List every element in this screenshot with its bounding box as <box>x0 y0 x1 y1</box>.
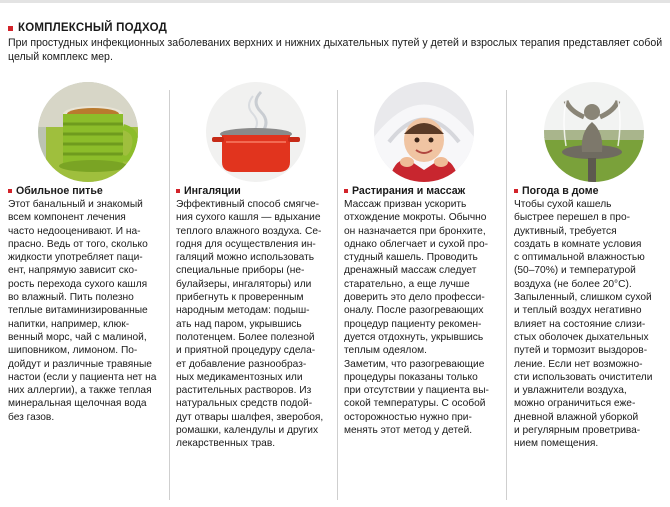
column-divider <box>337 90 338 500</box>
bullet-square-icon <box>514 189 518 193</box>
column-divider <box>506 90 507 500</box>
column-body: Эффективный способ смягче- ния сухого кашля — вдыхание теплого влажного воздуха. Се- годня для осуществления ин- галяций можно использовать специальные приборы (не- булайзеры, ингаляторы) или прибегнуть к проверенным народным методам: подыш- ать над паром, укрывшись полотенцем. Более полезной и приятной процедуру сдела- ет добавление разнообраз- ных медикаментозных или растительных растворов. Из натуральных средств подой- дут отвары шалфея, зверобоя, ромашки, календулы и других лекарственных трав. <box>176 199 324 450</box>
fountain-statue-photo <box>544 82 644 182</box>
column-body: Чтобы сухой кашель быстрее перешел в про- дуктивный, требуется создать в комнате условия с оптимальной влажностью (50–70%) и температурой воздуха (не более 20°С). Запыленный, слишком сухой и теплый воздух негативно влияет на состояние слизи- стых оболочек дыхательных путей и тормозит выздоров- ление. Если нет возможно- сти использовать очистители и увлажнители воздуха, можно ограничиться еже- дневной влажной уборкой и регулярным проветрива- нием помещения. <box>514 199 653 450</box>
column-heading <box>8 185 166 197</box>
column-heading-text: Растирания и массаж <box>352 185 466 197</box>
steaming-pot-photo <box>206 82 306 182</box>
column-body: Массаж призван ускорить отхождение мокроты. Обычно он назначается при бронхите, однако облегчает и сухой про- студный кашель. Проводить дренажный массаж следует старательно, а еще лучше доверить это дело професси- оналу. После разогревающих процедур пациенту рекомен- дуется отдохнуть, укрывшись теплым одеялом. Заметим, что разогревающие процедуры показаны только при отсутствии у пациента вы- сокой температуры. С особой осторожностью нужно при- менять этот метод у детей. <box>344 199 489 437</box>
column-drinking <box>8 82 166 424</box>
article-header <box>8 22 666 64</box>
top-rule <box>0 0 670 3</box>
column-divider <box>169 90 170 500</box>
column-heading <box>514 185 670 197</box>
column-heading <box>176 185 334 197</box>
tea-cup-photo <box>38 82 138 182</box>
column-body: Этот банальный и знакомый всем компонент лечения часто недооценивают. И на- прасно. Ведь от того, сколько жидкости употребляет паци- ент, напрямую зависит ско- рость перехода сухого кашля во влажный. Пить полезно теплые витаминизированные напитки, например, клюк- венный морс, чай с малиной, шиповником, лимоном. По- дойдут и различные травяные настои (если у пациента нет на них аллергии), а также теплая минеральная щелочная вода без газов. <box>8 199 157 423</box>
column-weather <box>514 82 670 451</box>
column-inhalation <box>176 82 334 451</box>
column-heading <box>344 185 502 197</box>
section-title <box>8 22 666 34</box>
bullet-square-icon <box>8 26 13 31</box>
column-heading-text: Ингаляции <box>184 185 241 197</box>
bullet-square-icon <box>8 189 12 193</box>
bullet-square-icon <box>176 189 180 193</box>
column-heading-text: Погода в доме <box>522 185 599 197</box>
bullet-square-icon <box>344 189 348 193</box>
child-under-blanket-photo <box>374 82 474 182</box>
column-heading-text: Обильное питье <box>16 185 103 197</box>
column-massage <box>344 82 502 437</box>
section-title-text: КОМПЛЕКСНЫЙ ПОДХОД <box>18 22 167 34</box>
intro-paragraph: При простудных инфекционных заболеваних верхних и нижних дыхательных путей у детей и взрослых терапия представляет собой целый комплекс мер. <box>8 37 663 63</box>
